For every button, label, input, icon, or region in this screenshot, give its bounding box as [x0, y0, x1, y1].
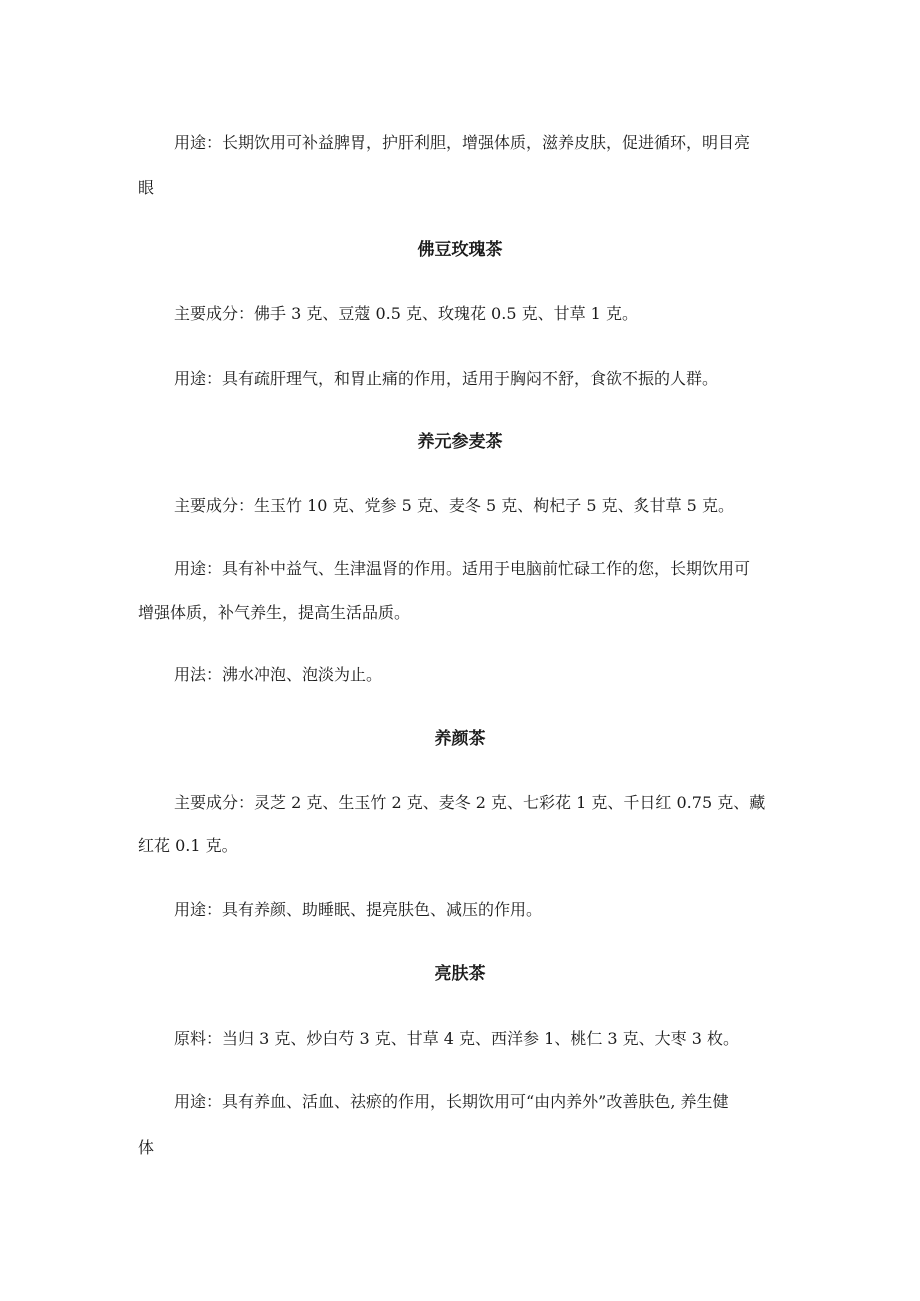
recipe-title: 养元参麦茶 [417, 432, 503, 452]
usage-text-continued: 增强体质，补气养生，提高生活品质。 [138, 603, 411, 622]
usage-text-continued: 体 [138, 1138, 155, 1157]
usage-text: 用途：长期饮用可补益脾胃，护肝利胆，增强体质，滋养皮肤，促进循环，明目亮 [174, 133, 751, 152]
recipe-title: 佛豆玫瑰茶 [417, 240, 503, 260]
ingredients-text: 原料：当归 3 克、炒白芍 3 克、甘草 4 克、西洋参 1、桃仁 3 克、大枣 3 枚。 [174, 1029, 740, 1048]
usage-text: 用途：具有养血、活血、祛瘀的作用，长期饮用可“由内养外”改善肤色, 养生健 [174, 1092, 729, 1111]
ingredients-text-continued: 红花 0.1 克。 [138, 836, 238, 855]
usage-text: 用途：具有补中益气、生津温肾的作用。适用于电脑前忙碌工作的您，长期饮用可 [174, 559, 751, 578]
usage-text: 用途：具有疏肝理气，和胃止痛的作用，适用于胸闷不舒，食欲不振的人群。 [174, 369, 719, 388]
recipe-title: 养颜茶 [434, 729, 486, 749]
ingredients-text: 主要成分：生玉竹 10 克、党参 5 克、麦冬 5 克、枸杞子 5 克、炙甘草 5 克。 [174, 496, 734, 515]
recipe-title: 亮肤茶 [434, 964, 486, 984]
usage-text-continued: 眼 [138, 178, 155, 197]
ingredients-text: 主要成分：灵芝 2 克、生玉竹 2 克、麦冬 2 克、七彩花 1 克、千日红 0.75 克、藏 [174, 793, 766, 812]
method-text: 用法：沸水冲泡、泡淡为止。 [174, 665, 383, 684]
usage-text: 用途：具有养颜、助睡眠、提亮肤色、减压的作用。 [174, 900, 543, 919]
ingredients-text: 主要成分：佛手 3 克、豆蔻 0.5 克、玫瑰花 0.5 克、甘草 1 克。 [174, 304, 638, 323]
